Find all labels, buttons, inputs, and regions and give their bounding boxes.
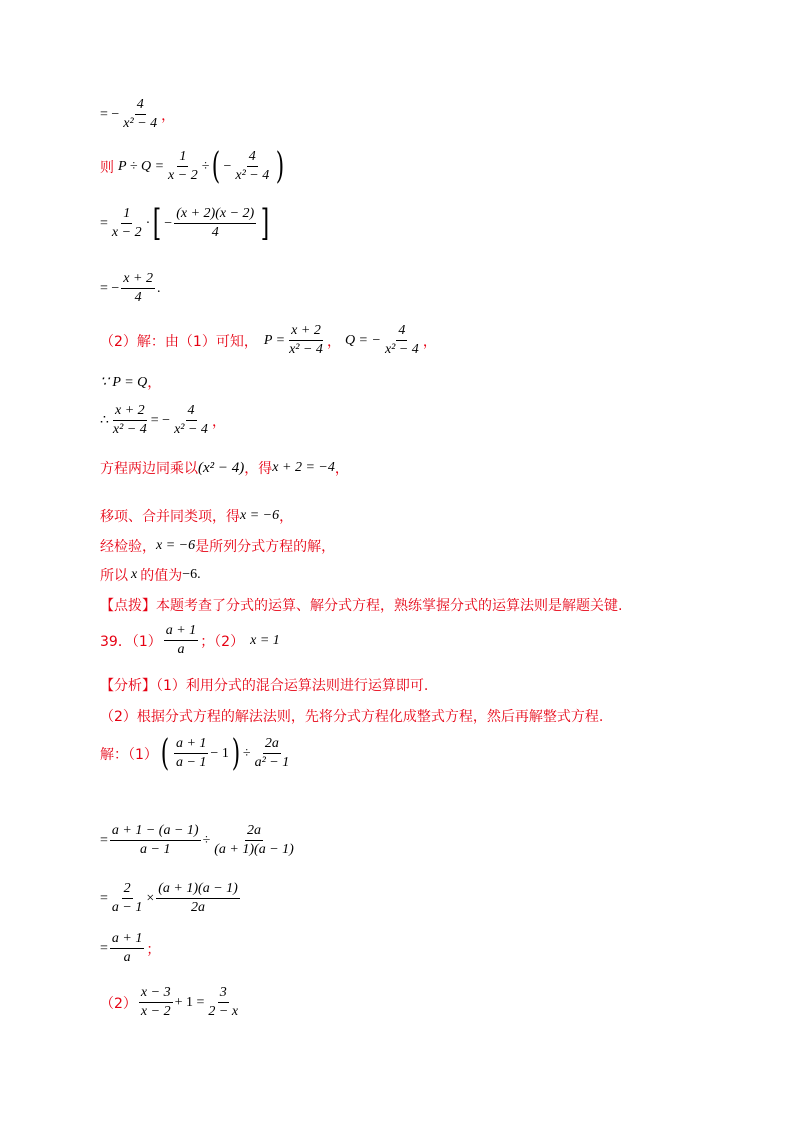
line-18: = $\frac{2}{a - 1}$ × $\frac{(a + 1)(a - 1)}{2a}$ — [100, 881, 238, 915]
line-17: = $\frac{a + 1 - (a - 1)}{a - 1}$ ÷ $\frac{2a}{(a + 1)(a - 1)}$ — [100, 823, 294, 857]
math: = − — [100, 106, 120, 122]
bracket-right: ] — [260, 202, 270, 244]
fraction: $\frac{4}{\text{x² − 4}}$ — [384, 323, 419, 357]
line-13: 39．（1） $\frac{a + 1}{a}$ ；（2） x = 1 — [100, 623, 280, 657]
line-3: = $\frac{1}{x - 2}$ · [ − $\frac{(x + 2)(x - 2)}{4}$ ] — [100, 202, 270, 244]
fraction: $\frac{x + 2}{\text{x² − 4}}$ — [112, 403, 147, 437]
paren-right: ) — [276, 145, 285, 187]
line-10: 经检验， x = −6 是所列分式方程的解， — [100, 538, 336, 555]
fraction: $\frac{x + 2}{4}$ — [123, 271, 153, 305]
line-7: ∴ $\frac{x + 2}{\text{x² − 4}}$ = − $\frac{4}{\text{x² − 4}}$ ， — [100, 403, 226, 437]
fraction: $\frac{x + 2}{\text{x² − 4}}$ — [289, 323, 323, 357]
line-4: = − $\frac{x + 2}{4}$ . — [100, 271, 161, 305]
fraction: $\frac{(a + 1)(a - 1)}{2a}$ — [158, 881, 238, 915]
line-2: 则 P ÷ Q = $\frac{1}{x - 2}$ ÷ ( − $\frac{4}{\text{x² − 4}}$ ) — [100, 145, 285, 187]
bracket-left: [ — [153, 202, 162, 244]
line-16: 解：（1） ( $\frac{a + 1}{a - 1}$ − 1 ) ÷ $\frac{2a}{\text{a² − 1}}$ — [100, 732, 290, 774]
fraction: $\frac{3}{2 - x}$ — [208, 985, 239, 1019]
fraction: $\frac{x - 3}{x - 2}$ — [140, 985, 171, 1019]
math: P ÷ Q = — [118, 158, 165, 174]
fraction: $\frac{a + 1}{a - 1}$ — [175, 736, 207, 770]
fraction: $\frac{1}{x - 2}$ — [168, 149, 198, 183]
paren-left: ( — [212, 145, 221, 187]
line-19: = $\frac{a + 1}{a}$ ； — [100, 931, 161, 965]
line-8: 方程两边同乘以 (x² − 4) ，得 x + 2 = −4 ， — [100, 459, 349, 477]
fraction: $\frac{(x + 2)(x - 2)}{4}$ — [176, 206, 255, 240]
fraction: $\frac{4}{\text{x² − 4}}$ — [235, 149, 270, 183]
line-6: ∵ P = Q ， — [100, 374, 162, 391]
math: ÷ — [201, 158, 210, 174]
line-20: （2） $\frac{x - 3}{x - 2}$ + 1 = $\frac{3}{2 - x}$ — [100, 985, 239, 1019]
punct: ， — [161, 107, 176, 124]
line-9: 移项、合并同类项，得 x = −6 ， — [100, 508, 294, 525]
fraction: $\frac{2a}{(a + 1)(a - 1)}$ — [214, 823, 294, 857]
fraction: $\frac{4}{\text{x² − 4}}$ — [123, 97, 158, 131]
fraction: $\frac{4}{\text{x² − 4}}$ — [174, 403, 208, 437]
label: 则 — [100, 159, 114, 176]
fraction: $\frac{a + 1 - (a - 1)}{a - 1}$ — [111, 823, 199, 857]
line-1 — [100, 96, 175, 133]
fraction: $\frac{2a}{\text{a² − 1}}$ — [254, 736, 290, 770]
line-14: 【分析】（1）利用分式的混合运算法则进行运算即可. — [100, 678, 429, 694]
fraction: $\frac{1}{x - 2}$ — [111, 206, 142, 240]
line-5: （2）解：由（1）可知， P = $\frac{x + 2}{\text{x² − 4}}$ ， Q = − $\frac{4}{\text{x² − 4}}$ ， — [100, 323, 437, 357]
fraction: $\frac{a + 1}{a}$ — [111, 931, 143, 965]
line-12: 【点拨】本题考查了分式的运算、解分式方程，熟练掌握分式的运算法则是解题关键. — [100, 598, 623, 614]
fraction: $\frac{2}{a - 1}$ — [111, 881, 143, 915]
line-11: 所以 x 的值为 −6 . — [100, 567, 201, 584]
fraction: $\frac{a + 1}{a}$ — [165, 623, 197, 657]
line-15: （2）根据分式方程的解法法则，先将分式方程化成整式方程，然后再解整式方程. — [100, 709, 604, 725]
label: （2）解：由（1）可知， — [100, 333, 258, 350]
